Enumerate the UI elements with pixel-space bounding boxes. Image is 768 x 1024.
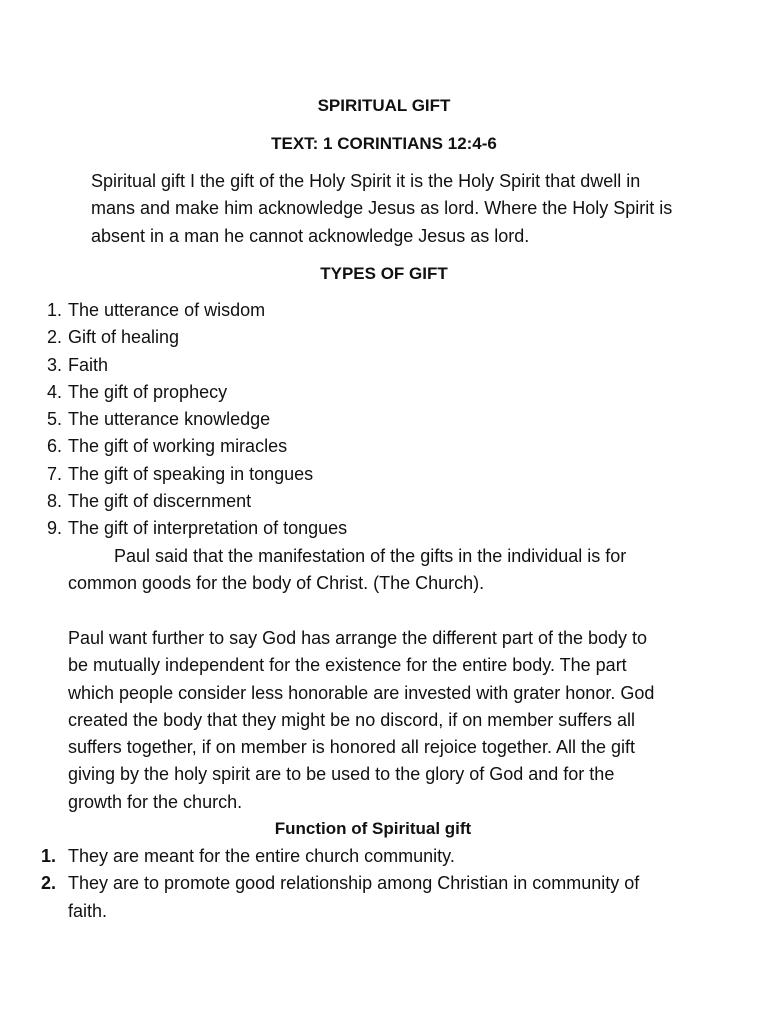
list-item-text: They are meant for the entire church community. (68, 846, 455, 866)
list-number: 7. (46, 463, 62, 484)
list-item-text: The gift of prophecy (68, 381, 228, 402)
list-item (0, 843, 639, 870)
list-item-text: The gift of speaking in tongues (68, 463, 314, 484)
body-line: be mutually independent for the existence for the entire body. The part (68, 655, 627, 676)
list-number: 3. (46, 354, 62, 375)
list-item (0, 406, 347, 433)
body-line: created the body that they might be no discord, if on member suffers all (68, 709, 635, 730)
list-item (0, 297, 347, 324)
list-item (0, 433, 347, 460)
list-item (0, 461, 347, 488)
list-number: 5. (46, 409, 62, 430)
list-item (0, 324, 347, 351)
list-item-text: faith. (68, 900, 108, 921)
list-item-text: The utterance knowledge (68, 409, 271, 430)
function-heading: Function of Spiritual gift (274, 819, 472, 838)
intro-paragraph (91, 168, 672, 250)
intro-line: Spiritual gift I the gift of the Holy Spirit it is the Holy Spirit that dwell in (91, 171, 641, 191)
text-reference: TEXT: 1 CORINTIANS 12:4-6 (271, 134, 497, 153)
list-item-text: The utterance of wisdom (68, 300, 266, 320)
list-item (0, 870, 639, 897)
list-number: 2. (40, 873, 56, 894)
list-item-text: Faith (68, 354, 109, 375)
list-item (0, 352, 347, 379)
list-number: 1. (40, 846, 56, 866)
intro-line: absent in a man he cannot acknowledge Jesus as lord. (91, 225, 530, 246)
intro-line: mans and make him acknowledge Jesus as lord. Where the Holy Spirit is (91, 198, 673, 219)
body-line: giving by the holy spirit are to be used to the glory of God and for the (68, 764, 615, 785)
list-item-text: They are to promote good relationship among Christian in community of (68, 873, 640, 894)
list-number: 1. (46, 300, 62, 320)
list-item-text: The gift of discernment (68, 491, 252, 512)
paul-line: Paul said that the manifestation of the gifts in the individual is for (114, 546, 627, 566)
paul-line: common goods for the body of Christ. (The Church). (68, 573, 485, 594)
list-number: 6. (46, 436, 62, 457)
body-paragraph (68, 625, 654, 816)
list-item-text: Gift of healing (68, 327, 180, 348)
types-list (0, 297, 347, 543)
list-number: 8. (46, 491, 62, 512)
list-item (0, 488, 347, 515)
body-line: which people consider less honorable are invested with grater honor. God (68, 682, 655, 703)
list-item-text: The gift of working miracles (68, 436, 288, 457)
list-number: 4. (46, 381, 62, 402)
list-item-text: The gift of interpretation of tongues (68, 518, 348, 539)
list-item (0, 379, 347, 406)
list-number: 2. (46, 327, 62, 348)
document-title: SPIRITUAL GIFT (317, 96, 451, 115)
paul-paragraph (68, 543, 626, 598)
body-line: suffers together, if on member is honored all rejoice together. All the gift (68, 737, 635, 758)
body-line: Paul want further to say God has arrange the different part of the body to (68, 628, 648, 648)
types-heading: TYPES OF GIFT (320, 264, 448, 283)
list-item (0, 515, 347, 542)
body-line: growth for the church. (68, 791, 243, 812)
function-list (0, 843, 639, 925)
list-item-continuation (0, 898, 639, 925)
list-number: 9. (46, 518, 62, 539)
